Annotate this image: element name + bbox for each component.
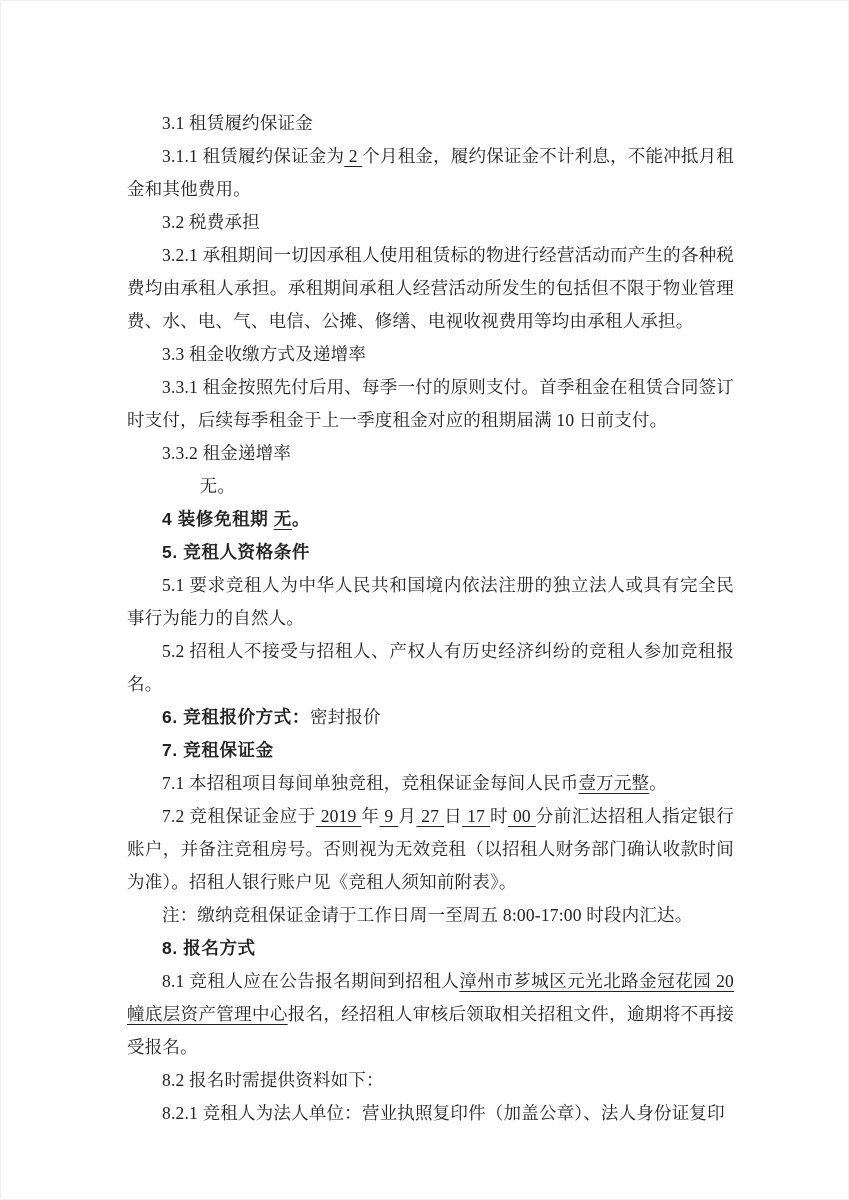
text-run: 日 [444,806,463,826]
text-run: 8.2 报名时需提供资料如下： [162,1070,384,1090]
underlined-text: 17 [462,806,490,826]
paragraph [127,206,734,239]
paragraph [127,734,734,767]
text-run: 密封报价 [309,707,381,727]
paragraph [127,899,734,932]
text-run: 报名，经招租人审核后领取相关招租文件，逾期将不再接受报名。 [127,1004,734,1057]
text-run: 5.2 招租人不接受与招租人、产权人有历史经济纠纷的竞租人参加竞租报名。 [127,641,734,694]
paragraph [127,536,734,569]
paragraph [127,437,734,470]
text-run: 3.3.2 租金递增率 [162,443,292,463]
paragraph [127,338,734,371]
paragraph [127,1097,734,1130]
paragraph [127,701,734,734]
paragraph [127,1064,734,1097]
document-body [127,107,734,1130]
paragraph [127,635,734,701]
underlined-text: 2019 [315,806,362,826]
text-run: 5.1 要求竞租人为中华人民共和国境内依法注册的独立法人或具有完全民事行为能力的自然人。 [127,575,734,628]
underlined-text: 9 [379,806,399,826]
text-run: 3.1.1 租赁履约保证金为 [162,146,345,166]
underlined-text: 00 [508,806,536,826]
text-run: 7.1 本招租项目每间单独竞租，竞租保证金每间人民币 [162,773,579,793]
text-run: 7.2 竞租保证金应于 [162,806,316,826]
paragraph [127,800,734,899]
bold-text: 。 [291,509,310,529]
text-run: 无。 [199,476,236,496]
text-run: 3.2.1 承租期间一切因承租人使用租赁标的物进行经营活动而产生的各种税费均由承租人承担。承租期间承租人经营活动所发生的包括但不限于物业管理费、水、电、气、电信、公摊、修缮、电视收视费用等均由承租人承担。 [127,245,734,331]
paragraph [127,767,734,800]
paragraph [127,140,734,206]
bold-text: 4 装修免租期 [162,509,274,529]
bold-text: 5. 竞租人资格条件 [162,542,310,562]
bold-text: 8. 报名方式 [162,938,256,958]
paragraph [127,239,734,338]
bold-text: 6. 竞租报价方式： [162,707,310,727]
paragraph [127,107,734,140]
text-run: 分前汇达招租人指定银行账户，并备注竞租房号。否则视为无效竞租（以招租人财务部门确认收款时间为准）。招租人银行账户见《竞租人须知前附表》。 [127,806,735,892]
text-run: 3.2 税费承担 [162,212,260,232]
text-run: 。 [649,773,667,793]
underlined-text: 壹万元整 [578,773,650,793]
text-run: 3.3 租金收缴方式及递增率 [162,344,367,364]
text-run: 8.1 竞租人应在公告报名期间到招租人 [162,971,460,991]
text-run: 8.2.1 竞租人为法人单位：营业执照复印件（加盖公章）、法人身份证复印 [162,1103,725,1123]
text-run: 3.3.1 租金按照先付后用、每季一付的原则支付。首季租金在租赁合同签订时支付，后续每季租金于上一季度租金对应的租期届满 10 日前支付。 [127,377,734,430]
bold-text: 7. 竞租保证金 [162,740,274,760]
text-run: 月 [398,806,417,826]
text-run: 时 [489,806,509,826]
text-run: 3.1 租赁履约保证金 [162,113,313,133]
text-run: 年 [361,806,380,826]
paragraph [127,470,734,503]
paragraph [127,965,734,1064]
paragraph [127,932,734,965]
text-run: 个月租金，履约保证金不计利息，不能冲抵月租金和其他费用。 [127,146,734,199]
underlined-text: 27 [416,806,445,826]
underlined-text: 漳州市芗城区元光北路金冠花园 20 幢底层资产管理中心 [127,971,734,1024]
paragraph [127,371,734,437]
paragraph [127,569,734,635]
underlined-text: 2 [344,146,363,166]
underlined-text: 无 [273,509,292,529]
paragraph [127,503,734,536]
text-run: 注：缴纳竞租保证金请于工作日周一至周五 8:00-17:00 时段内汇达。 [162,905,693,925]
